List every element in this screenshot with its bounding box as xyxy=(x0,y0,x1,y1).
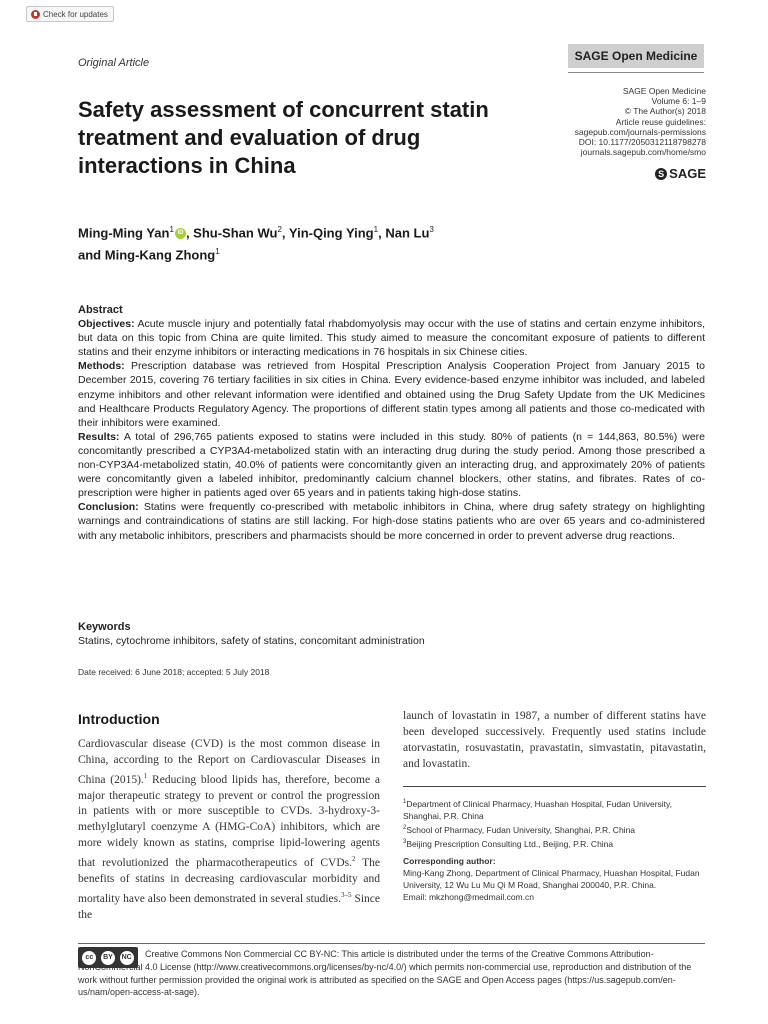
footnotes xyxy=(403,796,706,903)
abstract-methods xyxy=(78,359,705,429)
objectives-text: Acute muscle injury and potentially fatal rhabdomyolysis may occur with the use of statins and certain enzyme inhibitors, but data on this topic from China are quite limited. This study aimed to measure the concomitant exposure of patients to different statins and their enzyme inhibitors or interacting medications in 76 hospitals in six Chinese cities. xyxy=(78,318,705,359)
meta-home-link[interactable]: journals.sagepub.com/home/smo xyxy=(580,147,706,158)
conclusion-text: Statins were frequently co-prescribed with metabolic inhibitors in China, where drug safety strategy on highlighting warnings and contraindications of statins are still lacking. For high-dose statins patients who are over 65 years and co-administered with any metabolic inhibitors, prescribers and pharmacists should be more concerned in order to prevent adverse drug reactions. xyxy=(78,501,705,542)
check-for-updates-button[interactable] xyxy=(26,6,114,22)
sage-logo-text: SAGE xyxy=(669,166,706,181)
license-divider xyxy=(78,943,705,944)
objectives-label: Objectives: xyxy=(78,318,135,331)
author-name[interactable]: Ming-Kang Zhong xyxy=(104,247,216,263)
article-title: Safety assessment of concurrent statin treatment and evaluation of drug interactions in China xyxy=(78,97,489,178)
sage-s-icon: S xyxy=(655,168,667,180)
intro-text: Since the xyxy=(78,892,380,921)
methods-text: Prescription database was retrieved from Hospital Prescription Analysis Cooperation Project from January 2015 to December 2015, covering 76 tertiary facilities in six cities in China. Every evidence-based enzyme inhibitor was included, and labeled enzyme inhibitors and other relevant information were identified and obtained using the Drug Safety Update from the UK Medicines and Healthcare Products Regulatory Agency. The proportions of different statin types among all patients and those co-medicated with their inhibitors were examined. xyxy=(78,360,705,429)
affiliation-marker: 1 xyxy=(215,247,220,257)
corresponding-author-heading: Corresponding author: xyxy=(403,856,496,867)
affiliation-marker: 1 xyxy=(403,799,407,805)
corresponding-author-email[interactable]: Email: mkzhong@medmail.com.cn xyxy=(403,892,534,903)
conclusion-label: Conclusion: xyxy=(78,501,139,514)
affiliation-marker: 2 xyxy=(403,824,407,831)
introduction-paragraph xyxy=(78,737,380,923)
keywords-text: Statins, cytochrome inhibitors, safety of statins, concomitant administration xyxy=(78,635,425,647)
affiliation-marker: 3 xyxy=(429,225,434,234)
nc-icon: NC xyxy=(120,951,134,965)
affiliation-marker: 2 xyxy=(277,225,282,234)
abstract-conclusion xyxy=(78,500,705,542)
article-metadata xyxy=(575,86,706,157)
author-connector: and xyxy=(78,247,102,263)
update-icon xyxy=(31,10,40,19)
keywords-heading: Keywords xyxy=(78,621,131,633)
header-divider xyxy=(568,72,704,73)
author-name[interactable]: Shu-Shan Wu xyxy=(193,225,278,241)
by-icon: BY xyxy=(101,951,115,965)
corresponding-author-address: Ming-Kang Zhong, Department of Clinical Pharmacy, Huashan Hospital, Fudan University, 12 Wu Lu Mu Qi M Road, Shanghai 200040, P.R. China. xyxy=(403,868,700,891)
meta-volume: Volume 6: 1–9 xyxy=(651,96,706,107)
methods-label: Methods: xyxy=(78,360,125,373)
article-type: Original Article xyxy=(78,57,150,69)
license-text: Creative Commons Non Commercial CC BY-NC: This article is distributed under the terms of the Creative Commons Attribution-NonCommercial 4.0 License (http://www.creativecommons.org/licenses/by-nc/4.0/) which permits non-commercial use, reproduction and distribution of the work without further permission provided the original work is attributed as specified on the SAGE and Open Access pages (https://us.sagepub.com/en-us/nam/open-access-at-sage). xyxy=(78,949,692,998)
results-label: Results: xyxy=(78,430,120,443)
sage-logo xyxy=(655,166,706,181)
meta-copyright: © The Author(s) 2018 xyxy=(624,106,706,117)
abstract-results xyxy=(78,430,705,500)
meta-doi[interactable]: DOI: 10.1177/2050312118798278 xyxy=(578,137,706,148)
introduction-paragraph-continued: launch of lovastatin in 1987, a number of different statins have been developed successively. Frequently used statins include atorvastatin, rosuvastatin, pravastatin, simvastatin, pitavastatin, and lovastatin. xyxy=(403,710,706,770)
affiliation-marker: 3 xyxy=(403,838,407,845)
author-name[interactable]: Yin-Qing Ying xyxy=(288,225,374,241)
footnote-divider xyxy=(403,786,706,787)
author-list: Ming-Ming Yan$^1$ iD , Shu-Shan Wu$^2$, Yin-Qing Ying$^1$, Nan Lu$^3$ and Ming-Kang Zhong$^1$ xyxy=(78,225,434,263)
orcid-icon[interactable]: iD xyxy=(175,228,186,239)
date-received: Date received: 6 June 2018; accepted: 5 July 2018 xyxy=(78,667,270,677)
intro-text: The benefits of statins in decreasing cardiovascular morbidity and mortality have also been demonstrated in several studies. xyxy=(78,857,381,905)
author-name[interactable]: Nan Lu xyxy=(385,225,430,241)
introduction-heading: Introduction xyxy=(78,711,160,727)
affiliation-1 xyxy=(403,796,706,822)
author-name[interactable]: Ming-Ming Yan xyxy=(78,225,170,241)
affiliation-2 xyxy=(403,822,706,836)
journal-name-banner: SAGE Open Medicine xyxy=(568,44,704,68)
abstract-heading: Abstract xyxy=(78,304,123,316)
meta-reuse-link[interactable]: sagepub.com/journals-permissions xyxy=(574,126,706,137)
meta-journal: SAGE Open Medicine xyxy=(622,86,706,96)
affiliation-3 xyxy=(403,836,706,850)
affiliation-text: Beijing Prescription Consulting Ltd., Beijing, P.R. China xyxy=(406,838,614,849)
reference-marker[interactable]: 1 xyxy=(143,771,148,780)
affiliation-text: School of Pharmacy, Fudan University, Shanghai, P.R. China xyxy=(406,824,636,835)
affiliation-text: Department of Clinical Pharmacy, Huashan Hospital, Fudan University, Shanghai, P.R. China xyxy=(403,798,673,821)
check-for-updates-label: Check for updates xyxy=(43,9,108,19)
reference-marker[interactable]: 2 xyxy=(352,855,356,864)
affiliation-marker: 1 xyxy=(169,225,174,234)
results-text: A total of 296,765 patients exposed to statins were included in this study. 80% of patients (n = 144,863, 80.5%) were concomitantly prescribed a CYP3A4-metabolized statin with an interacting drug during the study period. Among those prescribed a non-CYP3A4-metabolized statin, 40.0% of patients were concomitantly given an interacting drug, and approximately 20% of patients were concomitantly given a labeled inhibitor, predominantly calcium channel blockers, other statins, and fibrates. Rates of co-prescription were higher in patients aged over 65 years and in patients taking high-dose statins. xyxy=(78,430,706,500)
intro-text: Cardiovascular disease (CVD) is the most common disease in China, according to the Report on Cardiovascular Diseases in China (2015). xyxy=(78,738,380,786)
cc-icon: cc xyxy=(82,951,96,965)
intro-text: Reducing blood lipids has, therefore, become a major therapeutic strategy to prevent or control the progression in patients with or more susceptible to CVDs. 3-hydroxy-3-methylglutaryl coenzyme A (HMG-CoA) inhibitors, which are more widely known as statins, comprise lipid-lowering agents that revolutionized the pharmacotherapeutics of CVDs. xyxy=(78,773,380,869)
reference-marker[interactable]: 3–5 xyxy=(341,890,352,899)
abstract xyxy=(78,303,705,543)
meta-reuse-label: Article reuse guidelines: xyxy=(615,116,706,127)
abstract-objectives xyxy=(78,317,705,359)
affiliation-marker: 1 xyxy=(373,225,379,234)
keywords-section xyxy=(78,620,705,648)
